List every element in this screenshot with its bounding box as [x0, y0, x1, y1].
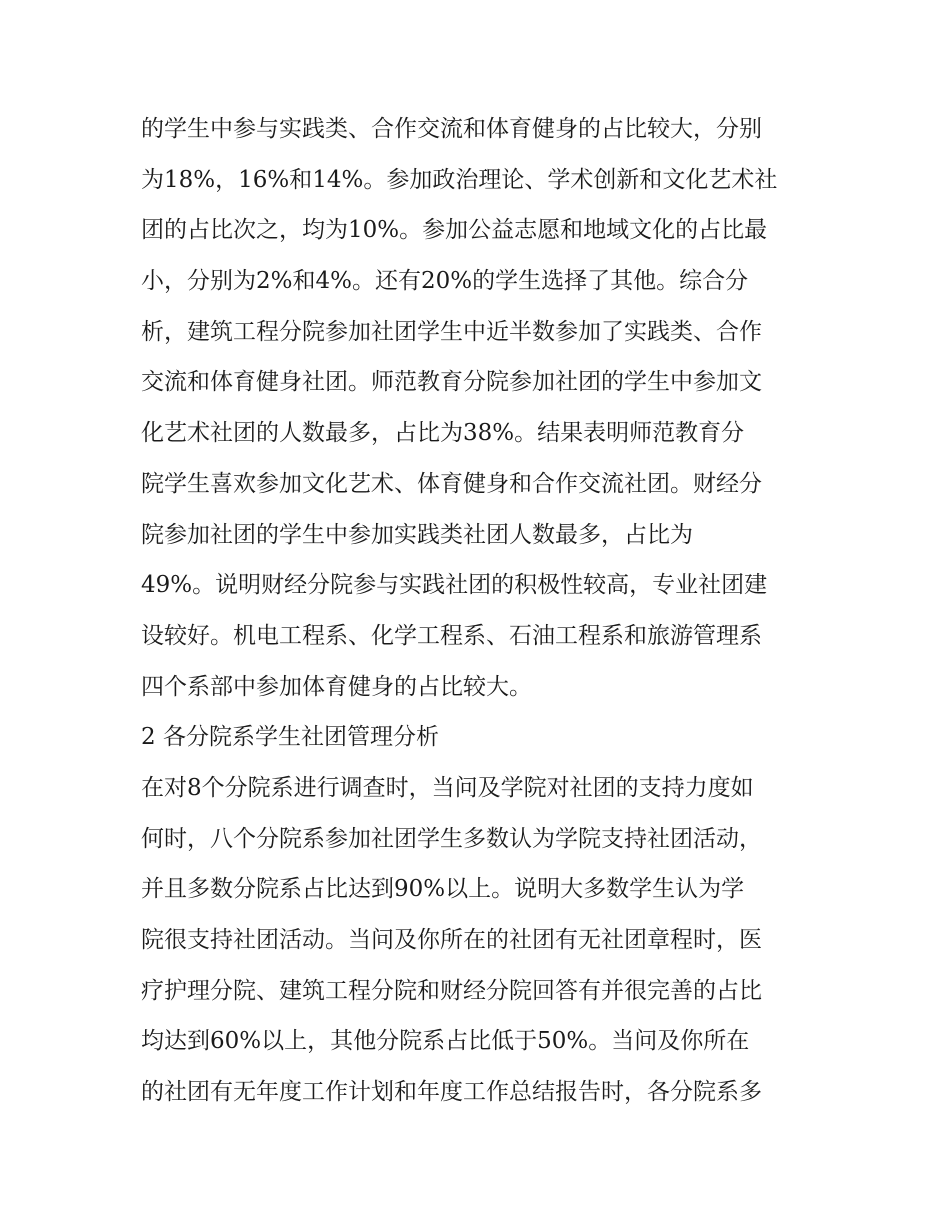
text-line: 何时，八个分院系参加社团学生多数认为学院支持社团活动，	[141, 825, 762, 852]
text-line: 的学生中参与实践类、合作交流和体育健身的占比较大，分别	[141, 116, 762, 142]
text-line: 49%。说明财经分院参与实践社团的积极性较高，专业社团建	[141, 572, 768, 599]
text-line: 析，建筑工程分院参加社团学生中近半数参加了实践类、合作	[141, 318, 762, 345]
text-line: 并且多数分院系占比达到90%以上。说明大多数学生认为学	[141, 876, 745, 903]
text-line: 四个系部中参加体育健身的占比较大。	[141, 673, 532, 700]
text-line: 在对8个分院系进行调查时，当问及学院对社团的支持力度如	[141, 774, 754, 801]
text-line: 疗护理分院、建筑工程分院和财经分院回答有并很完善的占比	[141, 977, 762, 1004]
document-body	[141, 104, 821, 1118]
text-line: 的社团有无年度工作计划和年度工作总结报告时，各分院系多	[141, 1079, 762, 1106]
text-line: 设较好。机电工程系、化学工程系、石油工程系和旅游管理系	[141, 622, 762, 649]
text-line: 团的占比次之，均为10%。参加公益志愿和地域文化的占比最	[141, 217, 768, 244]
text-line: 院参加社团的学生中参加实践类社团人数最多，占比为	[141, 521, 693, 548]
text-line: 化艺术社团的人数最多，占比为38%。结果表明师范教育分	[141, 420, 745, 447]
text-line: 均达到60%以上，其他分院系占比低于50%。当问及你所在	[141, 1028, 750, 1055]
section-heading: 2 各分院系学生社团管理分析	[141, 724, 439, 751]
text-line: 院学生喜欢参加文化艺术、体育健身和合作交流社团。财经分	[141, 470, 762, 497]
text-line: 为18%，16%和14%。参加政治理论、学术创新和文化艺术社	[141, 166, 778, 193]
text-line: 院很支持社团活动。当问及你所在的社团有无社团章程时，医	[141, 927, 762, 953]
text-line: 小，分别为2%和4%。还有20%的学生选择了其他。综合分	[141, 268, 749, 295]
text-line: 交流和体育健身社团。师范教育分院参加社团的学生中参加文	[141, 369, 762, 396]
